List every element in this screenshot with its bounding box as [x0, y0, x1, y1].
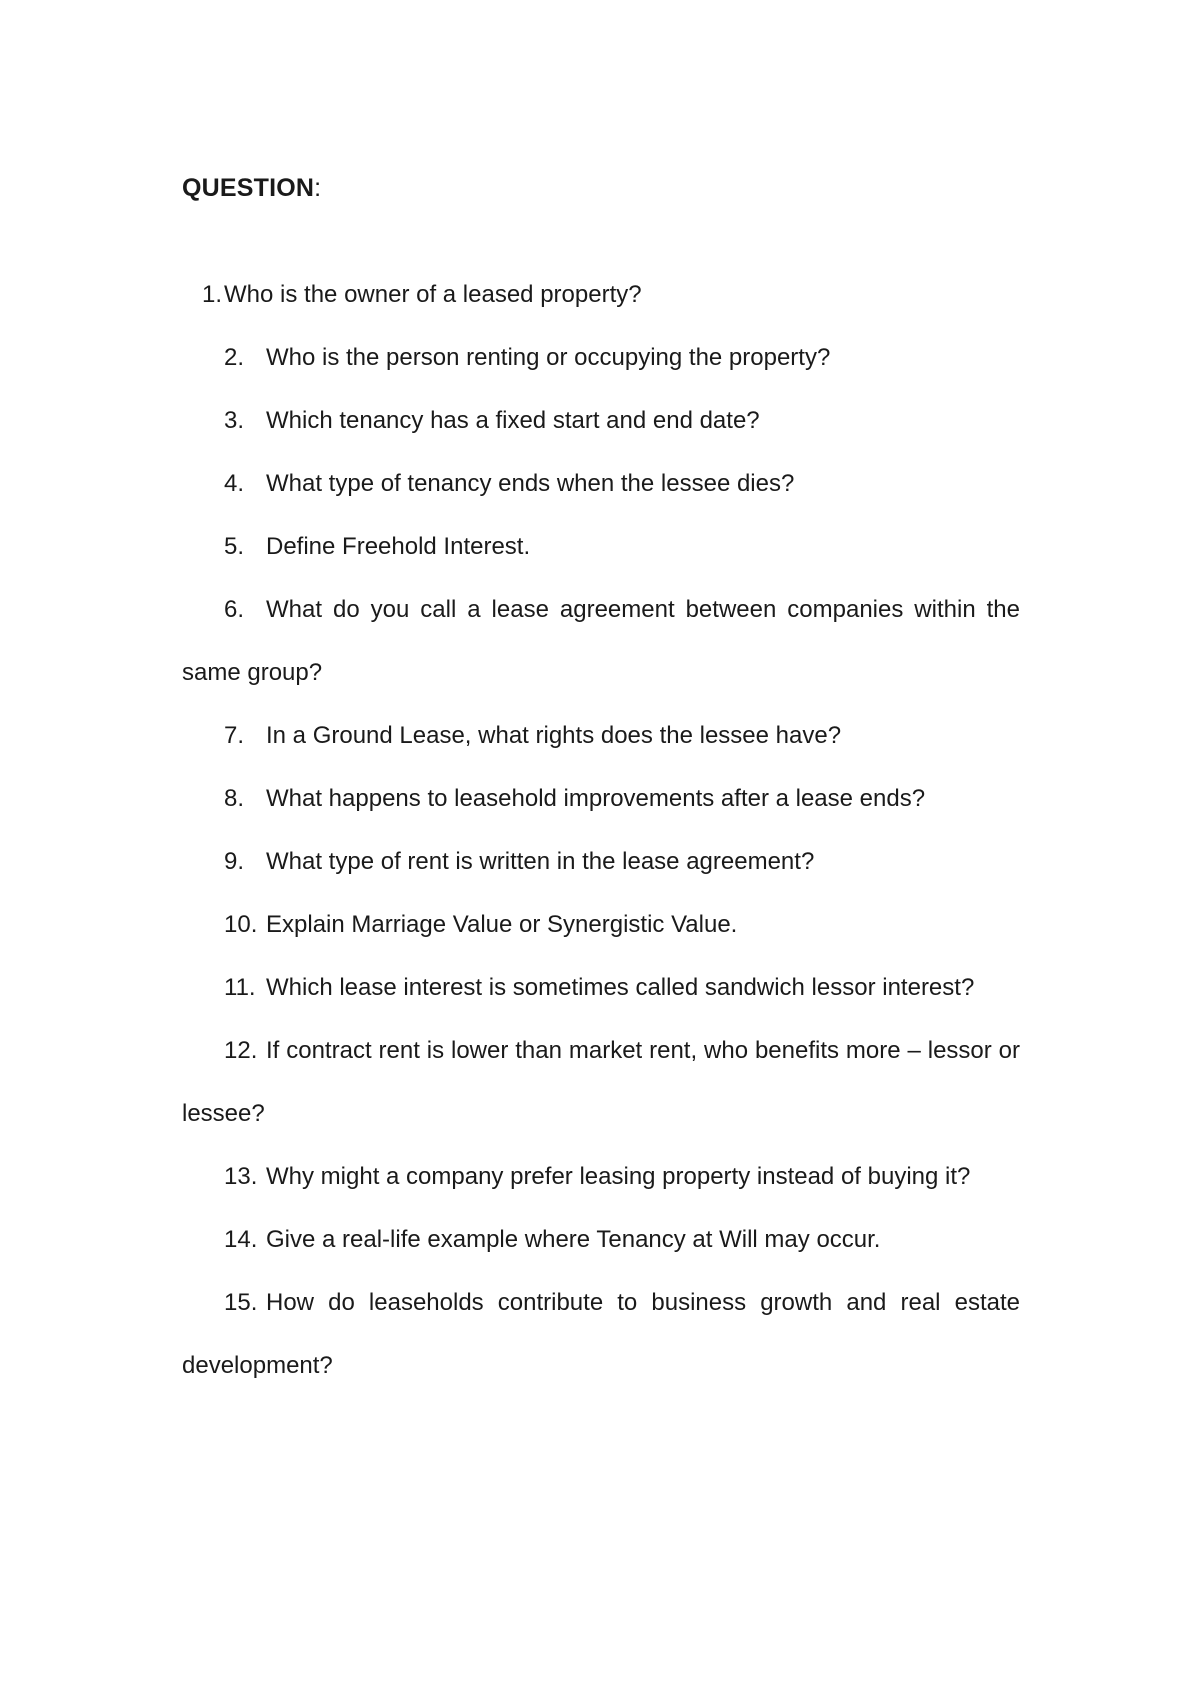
question-text: What type of rent is written in the lease agreement? — [266, 848, 815, 875]
question-text: Why might a company prefer leasing property instead of buying it? — [266, 1163, 971, 1190]
question-number: 4. — [224, 470, 245, 497]
question-text: Explain Marriage Value or Synergistic Value. — [266, 911, 738, 938]
question-text: What type of tenancy ends when the lessee dies? — [266, 470, 795, 497]
question-number: 5. — [224, 533, 245, 560]
question-text: Define Freehold Interest. — [266, 533, 531, 560]
question-item-11 — [182, 956, 1020, 1019]
question-number: 1. — [202, 281, 223, 308]
question-text: In a Ground Lease, what rights does the lessee have? — [266, 722, 842, 749]
question-text: What happens to leasehold improvements after a lease ends? — [266, 785, 926, 812]
question-number: 3. — [224, 407, 245, 434]
question-number: 8. — [224, 785, 245, 812]
question-number: 15. — [224, 1289, 258, 1316]
page-title — [182, 174, 321, 203]
question-number: 9. — [224, 848, 245, 875]
question-item-13 — [182, 1145, 1020, 1208]
question-item-14 — [182, 1208, 1020, 1271]
question-item-7 — [182, 704, 1020, 767]
question-item-9 — [182, 830, 1020, 893]
question-text: Give a real-life example where Tenancy at Will may occur. — [266, 1226, 881, 1253]
question-item-6 — [182, 578, 1020, 704]
question-text: What do you call a lease agreement between companies within the same group? — [182, 596, 1020, 686]
question-item-8 — [182, 767, 1020, 830]
question-text: Who is the owner of a leased property? — [224, 281, 642, 308]
question-number: 2. — [224, 344, 245, 371]
question-number: 7. — [224, 722, 245, 749]
question-number: 11. — [224, 974, 256, 1001]
question-item-4 — [182, 452, 1020, 515]
heading-label: QUESTION — [182, 174, 315, 202]
question-text: Which lease interest is sometimes called sandwich lessor interest? — [266, 974, 975, 1001]
question-text: How do leaseholds contribute to business growth and real estate development? — [182, 1289, 1020, 1379]
question-number: 10. — [224, 911, 258, 938]
question-item-15 — [182, 1271, 1020, 1397]
question-item-12 — [182, 1019, 1020, 1145]
question-item-10 — [182, 893, 1020, 956]
question-list — [182, 263, 1020, 1397]
question-number: 13. — [224, 1163, 258, 1190]
question-item-2 — [182, 326, 1020, 389]
question-item-5 — [182, 515, 1020, 578]
question-number: 12. — [224, 1037, 258, 1064]
heading-colon: : — [314, 174, 322, 202]
question-item-1 — [182, 263, 1020, 326]
question-text: If contract rent is lower than market rent, who benefits more – lessor or lessee? — [182, 1037, 1020, 1127]
question-text: Which tenancy has a fixed start and end date? — [266, 407, 760, 434]
question-text: Who is the person renting or occupying the property? — [266, 344, 831, 371]
question-item-3 — [182, 389, 1020, 452]
question-number: 14. — [224, 1226, 258, 1253]
question-number: 6. — [224, 596, 245, 623]
